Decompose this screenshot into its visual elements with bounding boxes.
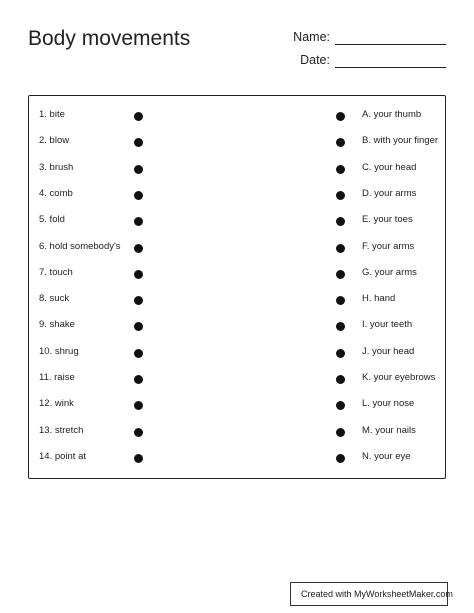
right-dot-icon[interactable] <box>336 191 345 200</box>
match-row <box>29 266 445 284</box>
matching-frame <box>28 95 446 479</box>
left-dot-icon[interactable] <box>134 454 143 463</box>
left-dot-icon[interactable] <box>134 165 143 174</box>
left-dot-icon[interactable] <box>134 138 143 147</box>
left-item-label: 11. raise <box>39 372 75 383</box>
left-item-label: 2. blow <box>39 135 70 147</box>
match-row <box>29 240 445 258</box>
right-dot-icon[interactable] <box>336 375 345 384</box>
name-label: Name: <box>293 30 330 44</box>
right-dot-icon[interactable] <box>336 296 345 305</box>
match-row <box>29 397 445 415</box>
left-dot-icon[interactable] <box>134 401 143 410</box>
left-item-label: 13. stretch <box>39 424 84 436</box>
left-dot-icon[interactable] <box>134 296 143 305</box>
footer-text: Created with MyWorksheetMaker.com <box>301 589 453 599</box>
right-item-label: F. your arms <box>362 240 415 252</box>
right-dot-icon[interactable] <box>336 270 345 279</box>
left-dot-icon[interactable] <box>134 112 143 121</box>
left-item-label: 12. wink <box>39 398 74 410</box>
date-label: Date: <box>300 53 330 67</box>
right-dot-icon[interactable] <box>336 428 345 437</box>
right-dot-icon[interactable] <box>336 138 345 147</box>
right-item-label: A. your thumb <box>362 109 422 120</box>
left-item-label: 6. hold somebody's <box>39 240 121 252</box>
left-item-label: 14. point at <box>39 450 87 462</box>
match-row <box>29 108 445 126</box>
name-line[interactable] <box>335 44 446 45</box>
match-row <box>29 213 445 231</box>
right-item-label: M. your nails <box>362 424 416 436</box>
left-item-label: 4. comb <box>39 187 73 199</box>
left-dot-icon[interactable] <box>134 349 143 358</box>
right-item-label: B. with your finger <box>362 135 439 147</box>
left-dot-icon[interactable] <box>134 217 143 226</box>
right-item-label: N. your eye <box>362 450 411 462</box>
left-dot-icon[interactable] <box>134 428 143 437</box>
left-dot-icon[interactable] <box>134 270 143 279</box>
right-dot-icon[interactable] <box>336 454 345 463</box>
right-item-label: L. your nose <box>362 398 415 410</box>
right-dot-icon[interactable] <box>336 112 345 121</box>
right-dot-icon[interactable] <box>336 322 345 331</box>
worksheet-title: Body movements <box>28 27 191 50</box>
left-dot-icon[interactable] <box>134 375 143 384</box>
match-row <box>29 134 445 152</box>
match-row <box>29 345 445 363</box>
right-dot-icon[interactable] <box>336 217 345 226</box>
match-row <box>29 371 445 389</box>
match-row <box>29 450 445 468</box>
right-item-label: K. your eyebrows <box>362 372 436 383</box>
right-item-label: E. your toes <box>362 214 413 226</box>
left-dot-icon[interactable] <box>134 244 143 253</box>
right-item-label: J. your head <box>362 345 415 357</box>
left-item-label: 1. bite <box>39 109 65 120</box>
left-item-label: 8. suck <box>39 293 70 305</box>
left-item-label: 9. shake <box>39 319 75 331</box>
right-dot-icon[interactable] <box>336 349 345 358</box>
right-dot-icon[interactable] <box>336 165 345 174</box>
left-item-label: 10. shrug <box>39 345 79 357</box>
date-line[interactable] <box>335 67 446 68</box>
right-dot-icon[interactable] <box>336 401 345 410</box>
right-item-label: H. hand <box>362 293 396 305</box>
match-row <box>29 292 445 310</box>
footer-badge <box>290 582 453 606</box>
right-item-label: C. your head <box>362 161 417 173</box>
right-item-label: D. your arms <box>362 187 417 199</box>
left-dot-icon[interactable] <box>134 191 143 200</box>
match-row <box>29 424 445 442</box>
match-row <box>29 187 445 205</box>
right-item-label: G. your arms <box>362 266 417 278</box>
left-dot-icon[interactable] <box>134 322 143 331</box>
right-dot-icon[interactable] <box>336 244 345 253</box>
left-item-label: 7. touch <box>39 266 73 278</box>
match-row <box>29 161 445 179</box>
left-item-label: 5. fold <box>39 214 65 226</box>
left-item-label: 3. brush <box>39 161 74 173</box>
right-item-label: I. your teeth <box>362 319 413 331</box>
match-row <box>29 318 445 336</box>
